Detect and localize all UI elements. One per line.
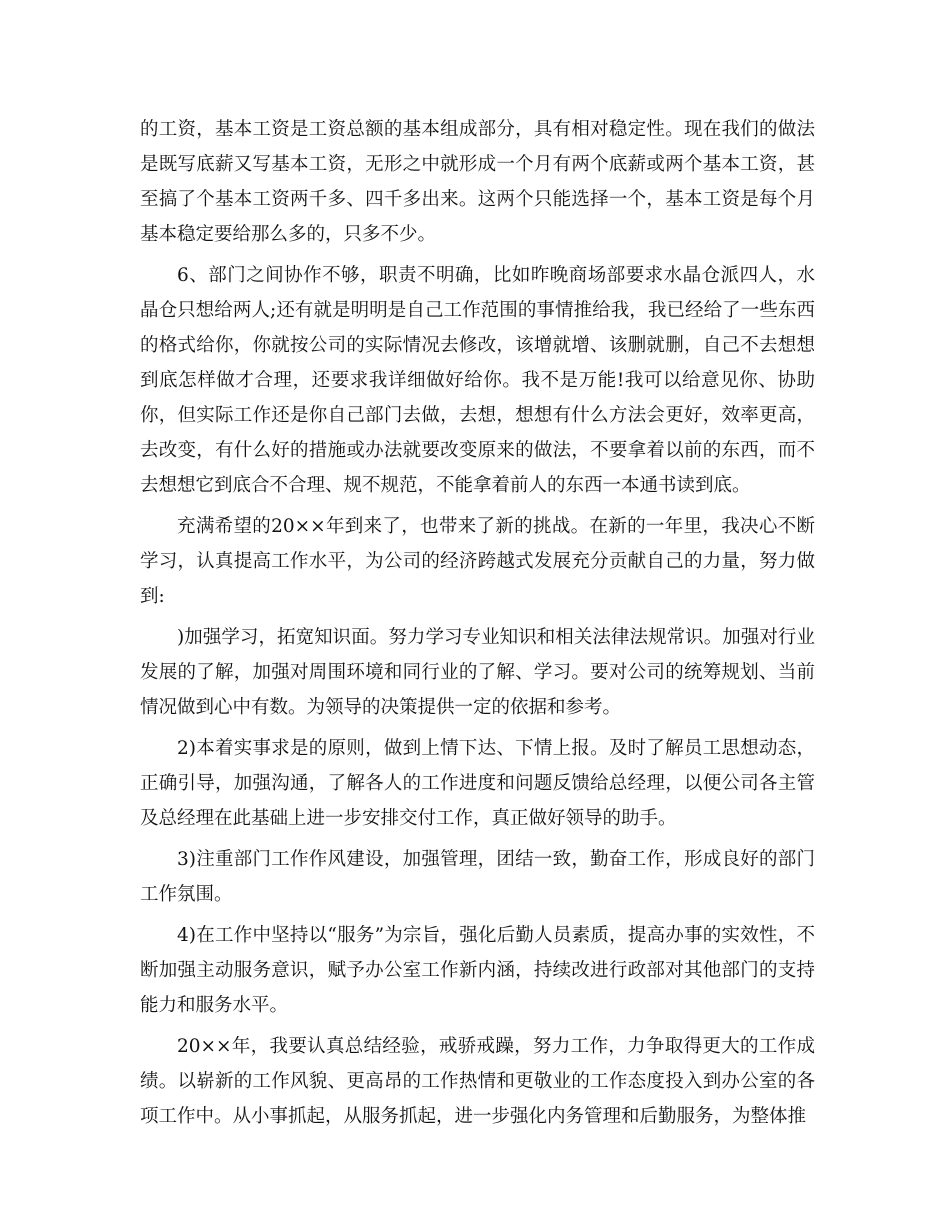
paragraph-goal-1-learning: )加强学习，拓宽知识面。努力学习专业知识和相关法律法规常识。加强对行业发展的了解，加强对周围环境和同行业的了解、学习。要对公司的统筹规划、当前情况做到心中有数。为领导的决策提供一定的依据和参考。 bbox=[140, 627, 815, 718]
paragraph-item-6-cooperation: 6、部门之间协作不够，职责不明确，比如昨晚商场部要求水晶仓派四人，水晶仓只想给两人;还有就是明明是自己工作范围的事情推给我，我已经给了一些东西的格式给你，你就按公司的实际情况去修改，该增就增、该删就删，自己不去想想到底怎样做才合理，还要求我详细做好给你。我不是万能!我可以给意见你、协助你，但实际工作还是你自己部门去做，去想，想想有什么方法会更好，效率更高，去改变，有什么好的措施或办法就要改变原来的做法，不要拿着以前的东西，而不去想想它到底合不合理、规不规范，不能拿着前人的东西一本通书读到底。 bbox=[140, 265, 815, 496]
paragraph-continued-salary: 的工资，基本工资是工资总额的基本组成部分，具有相对稳定性。现在我们的做法是既写底薪又写基本工资，无形之中就形成一个月有两个底薪或两个基本工资，甚至搞了个基本工资两千多、四千多出来。这两个只能选择一个，基本工资是每个月基本稳定要给那么多的，只多不少。 bbox=[140, 119, 815, 245]
paragraph-goal-2-communication: 2)本着实事求是的原则，做到上情下达、下情上报。及时了解员工思想动态，正确引导，加强沟通，了解各人的工作进度和问题反馈给总经理，以便公司各主管及总经理在此基础上进一步安排交付工作，真正做好领导的助手。 bbox=[140, 738, 815, 829]
paragraph-closing-summary: 20××年，我要认真总结经验，戒骄戒躁，努力工作，力争取得更大的工作成绩。以崭新的工作风貌、更高昂的工作热情和更敬业的工作态度投入到办公室的各项工作中。从小事抓起，从服务抓起，进一步强化内务管理和后勤服务，为整体推 bbox=[140, 1036, 815, 1127]
paragraph-goal-4-service: 4)在工作中坚持以“服务”为宗旨，强化后勤人员素质，提高办事的实效性，不断加强主动服务意识，赋予办公室工作新内涵，持续改进行政部对其他部门的支持能力和服务水平。 bbox=[140, 925, 815, 1016]
paragraph-new-year-goals: 充满希望的20××年到来了，也带来了新的挑战。在新的一年里，我决心不断学习，认真提高工作水平，为公司的经济跨越式发展充分贡献自己的力量，努力做到: bbox=[140, 516, 815, 607]
document-body bbox=[140, 112, 815, 1140]
paragraph-goal-3-work-style: 3)注重部门工作作风建设，加强管理，团结一致，勤奋工作，形成良好的部门工作氛围。 bbox=[140, 849, 815, 905]
